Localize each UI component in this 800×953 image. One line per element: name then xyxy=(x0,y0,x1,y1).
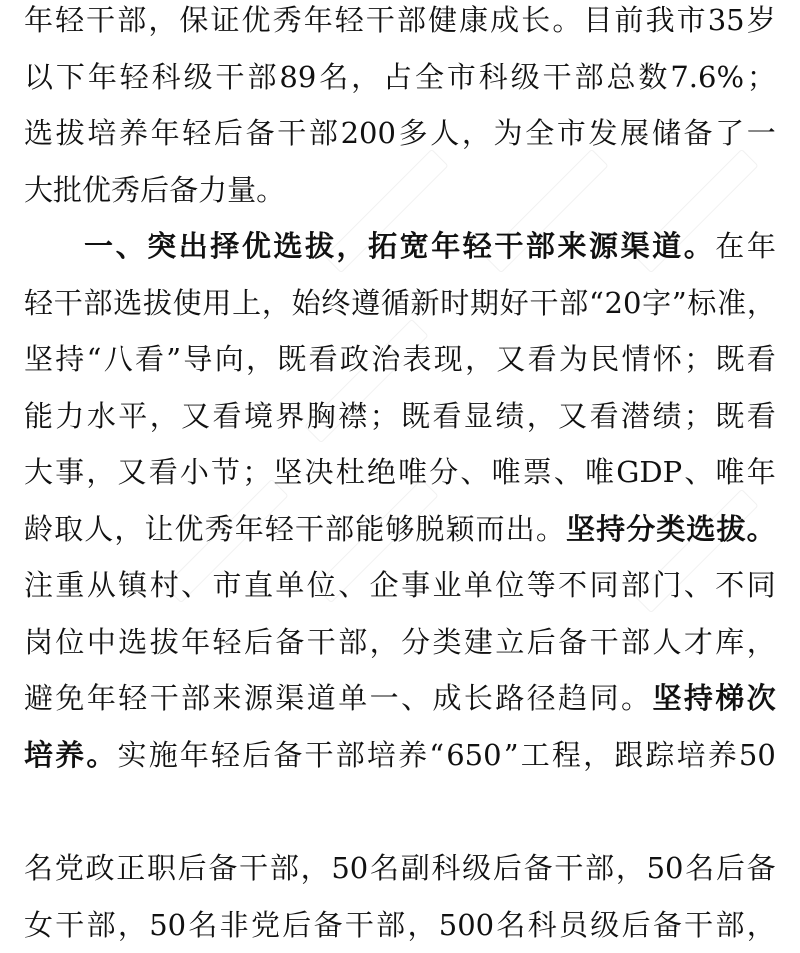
text-line: 轻 干 部 选 拔 使 用 上 ， 始 终 遵 循 新 时 期 好 干 部 “ 20 字 ” 标 准 ， xyxy=(24,285,776,320)
text-line: 龄 取 人 ， 让 优 秀 年 轻 干 部 能 够 脱 颖 而 出 。 坚 持 分 类 选 拔 。 xyxy=(24,511,776,546)
text-line: 女 干 部 ， 50 名 非 党 后 备 干 部 ， 500 名 科 员 级 后 备 干 部 ， xyxy=(24,907,776,942)
text-line: 名 党 政 正 职 后 备 干 部 ， 50 名 副 科 级 后 备 干 部 ， 50 名 后 备 xyxy=(24,851,776,885)
text-line: 一 、 突 出 择 优 选 拔 ， 拓 宽 年 轻 干 部 来 源 渠 道 。 在 年 xyxy=(84,229,776,263)
text-line: 岗 位 中 选 拔 年 轻 后 备 干 部 ， 分 类 建 立 后 备 干 部 人 才 库 ， xyxy=(24,624,776,659)
text-line: 大 批 优 秀 后 备 力 量 。 xyxy=(24,172,286,207)
text-line: 培 养 。 实 施 年 轻 后 备 干 部 培 养 “ 650 ” 工 程 ， 跟 踪 培 养 50 xyxy=(24,737,776,772)
text-line: 以 下 年 轻 科 级 干 部 89 名 ， 占 全 市 科 级 干 部 总 数 7.6% ； xyxy=(24,59,776,94)
text-line: 注 重 从 镇 村 、 市 直 单 位 、 企 事 业 单 位 等 不 同 部 门 、 不 同 xyxy=(24,568,776,602)
text-line: 选 拔 培 养 年 轻 后 备 干 部 200 多 人 ， 为 全 市 发 展 储 备 了 一 xyxy=(24,116,776,150)
text-line: 年 轻 干 部 ， 保 证 优 秀 年 轻 干 部 健 康 成 长 。 目 前 我 市 35 岁 xyxy=(24,3,776,37)
text-line: 能 力 水 平 ， 又 看 境 界 胸 襟 ； 既 看 显 绩 ， 又 看 潜 绩 ； 既 看 xyxy=(24,398,776,433)
text-line: 避 免 年 轻 干 部 来 源 渠 道 单 一 、 成 长 路 径 趋 同 。 坚 持 梯 次 xyxy=(24,681,776,715)
text-line: 大 事 ， 又 看 小 节 ； 坚 决 杜 绝 唯 分 、 唯 票 、 唯 GDP 、 唯 年 xyxy=(24,455,776,489)
text-line: 坚 持 “ 八 看 ” 导 向 ， 既 看 政 治 表 现 ， 又 看 为 民 情 怀 ； 既 看 xyxy=(24,342,776,376)
